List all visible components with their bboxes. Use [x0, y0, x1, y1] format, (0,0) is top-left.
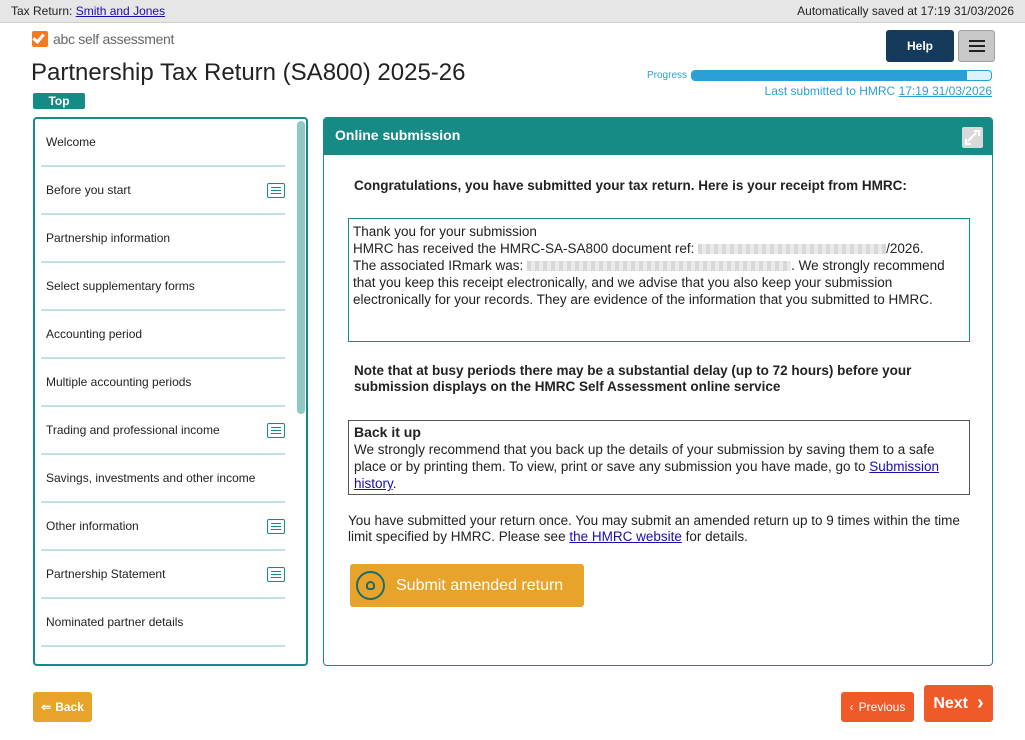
- progress-fill: [692, 71, 967, 80]
- sidebar-item-label: Savings, investments and other income: [46, 471, 256, 485]
- receipt-document-ref: HMRC has received the HMRC-SA-SA800 document ref: /2026.: [353, 241, 924, 256]
- sidebar-item-label: Nominated partner details: [46, 615, 184, 629]
- sidebar-item-label: Welcome: [46, 135, 96, 149]
- sidebar-item[interactable]: [41, 359, 285, 407]
- sidebar-item[interactable]: [41, 311, 285, 359]
- sidebar-item-label: Accounting period: [46, 327, 143, 341]
- logo: [32, 30, 174, 48]
- help-button[interactable]: Help: [886, 30, 954, 62]
- redacted-ref: [698, 244, 886, 254]
- last-submitted-link[interactable]: 17:19 31/03/2026: [898, 84, 992, 98]
- previous-button[interactable]: ‹ Previous: [841, 692, 914, 722]
- online-submission-panel: [323, 117, 993, 666]
- submitted-info: You have submitted your return once. You may submit an amended return up to 9 times within the time limit specified by HMRC. Please see the HMRC website for details.: [348, 513, 960, 544]
- sidebar-item[interactable]: [41, 119, 285, 167]
- hmrc-crown-icon: [356, 571, 385, 600]
- back-button[interactable]: ⇐ Back: [33, 692, 92, 722]
- receipt-irmark: The associated IRmark was: . We strongly recommend that you keep this receipt electronically, and we advise that you also keep your submission electronically for your records. They are evidence of the information that you submitted to HMRC.: [353, 258, 945, 307]
- list-doc-icon[interactable]: [267, 183, 285, 198]
- submission-history-link[interactable]: Submission history: [354, 459, 940, 491]
- next-button[interactable]: Next ›: [924, 685, 993, 722]
- list-doc-icon[interactable]: [267, 567, 285, 582]
- tax-return-label: [11, 4, 165, 18]
- top-bar: [0, 0, 1025, 23]
- sidebar-item[interactable]: [41, 167, 285, 215]
- sidebar-item-label: Multiple accounting periods: [46, 375, 192, 389]
- submit-amended-return-button[interactable]: [350, 564, 584, 607]
- sidebar-scroll-thumb[interactable]: [297, 121, 305, 414]
- submit-amended-return-label: Submit amended return: [396, 576, 564, 594]
- sidebar-nav: [41, 119, 285, 647]
- sidebar-item[interactable]: [41, 455, 285, 503]
- list-doc-icon[interactable]: [267, 519, 285, 534]
- logo-text: abc self assessment: [53, 31, 175, 47]
- sidebar-item[interactable]: [41, 215, 285, 263]
- tax-return-prefix: Tax Return:: [11, 4, 73, 18]
- panel-header: [324, 118, 992, 155]
- client-link[interactable]: Smith and Jones: [75, 4, 166, 18]
- sidebar-item-label: Partnership information: [46, 231, 171, 245]
- logo-check-icon: [32, 31, 48, 47]
- sidebar-item-label: Select supplementary forms: [46, 279, 195, 293]
- backup-box: [348, 420, 970, 495]
- sidebar: [33, 117, 308, 666]
- list-doc-icon[interactable]: [267, 423, 285, 438]
- backup-title: Back it up: [354, 424, 421, 440]
- sidebar-item-label: Partnership Statement: [46, 567, 166, 581]
- sidebar-item[interactable]: [41, 263, 285, 311]
- top-button[interactable]: Top: [33, 93, 85, 109]
- page-title: Partnership Tax Return (SA800) 2025-26: [31, 59, 466, 86]
- backup-text: We strongly recommend that you back up the details of your submission by saving them to a safe place or by printing them. To view, print or save any submission you have made, go to Submission history.: [354, 442, 940, 491]
- progress-label: Progress: [647, 70, 688, 81]
- sidebar-item[interactable]: [41, 407, 285, 455]
- redacted-irmark: [527, 261, 791, 271]
- hamburger-icon: [969, 40, 985, 42]
- expand-icon[interactable]: [962, 127, 983, 148]
- delay-note: Note that at busy periods there may be a substantial delay (up to 72 hours) before your submission displays on the HMRC Self Assessment online service: [354, 363, 912, 394]
- panel-title: Online submission: [335, 127, 461, 143]
- autosave-status: Automatically saved at 17:19 31/03/2026: [797, 4, 1014, 18]
- sidebar-item-label: Before you start: [46, 183, 131, 197]
- sidebar-item-label: Trading and professional income: [46, 423, 220, 437]
- progress-bar: [691, 70, 992, 81]
- hamburger-menu-button[interactable]: [958, 30, 995, 62]
- sidebar-item-label: Other information: [46, 519, 139, 533]
- chevron-left-icon: ‹: [849, 700, 854, 714]
- hmrc-website-link[interactable]: the HMRC website: [569, 529, 682, 544]
- sidebar-item[interactable]: [41, 551, 285, 599]
- last-submitted: Last submitted to HMRC 17:19 31/03/2026: [764, 84, 992, 98]
- receipt-line-1: Thank you for your submission: [353, 224, 537, 239]
- chevron-right-icon: ›: [977, 692, 984, 714]
- sidebar-item[interactable]: [41, 503, 285, 551]
- congratulations-message: Congratulations, you have submitted your tax return. Here is your receipt from HMRC:: [354, 178, 907, 193]
- sidebar-item[interactable]: [41, 599, 285, 647]
- arrow-left-icon: ⇐: [41, 700, 52, 714]
- hmrc-receipt: [348, 218, 970, 342]
